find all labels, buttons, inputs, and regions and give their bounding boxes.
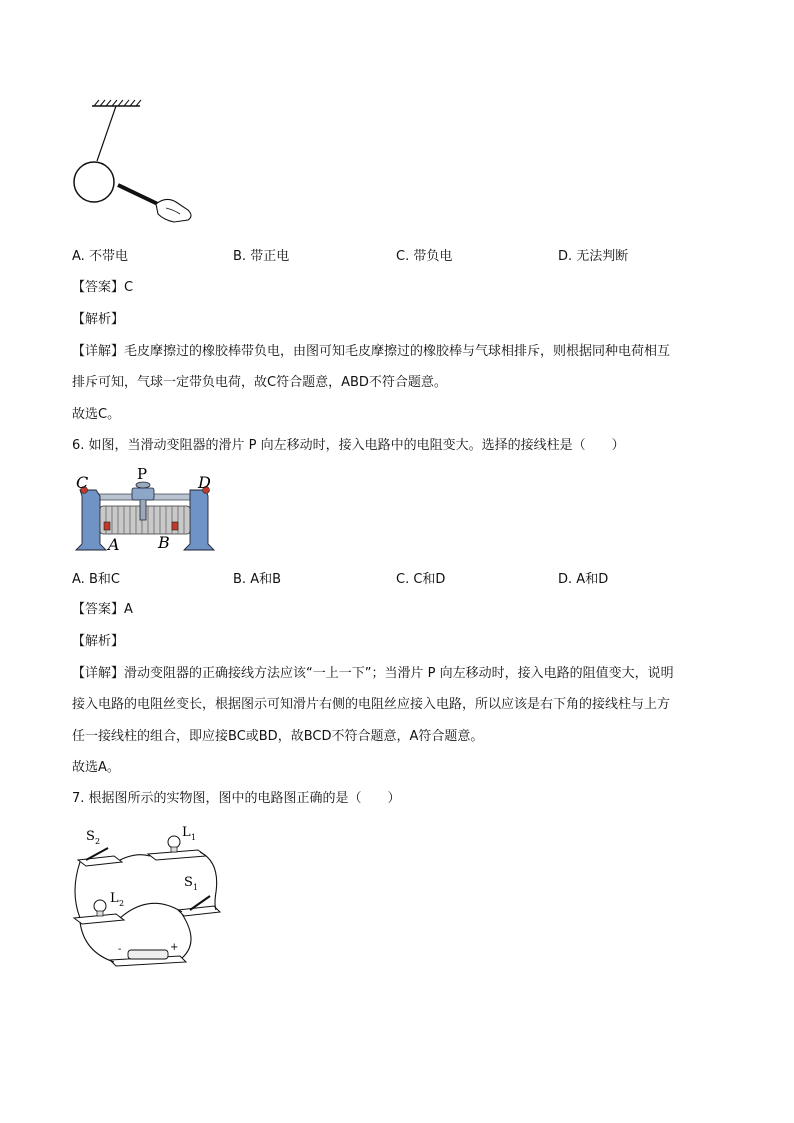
circuit-label-l2-sub: 2 xyxy=(119,899,125,908)
q7-stem: 7. 根据图所示的实物图，图中的电路图正确的是（ ） xyxy=(72,791,401,806)
q5-analysis-label: 【解析】 xyxy=(72,312,125,327)
rheostat-label-a: A xyxy=(108,535,120,554)
rheostat-label-b: B xyxy=(158,533,170,552)
q6-conclusion: 故选A。 xyxy=(72,760,120,775)
circuit-figure xyxy=(70,822,230,970)
q6-option-d: D. A和D xyxy=(558,572,609,587)
q6-option-c: C. C和D xyxy=(396,572,446,587)
q6-stem: 6. 如图，当滑动变阻器的滑片 P 向左移动时，接入电路中的电阻变大。选择的接线柱是（ ） xyxy=(72,438,625,453)
circuit-label-s2-sub: 2 xyxy=(95,837,101,846)
rheostat-label-c: C xyxy=(76,473,89,492)
circuit-label-s2: S xyxy=(86,829,95,844)
rheostat-label-d: D xyxy=(198,473,211,492)
q5-option-a: A. 不带电 xyxy=(72,249,128,264)
q5-option-d: D. 无法判断 xyxy=(558,249,629,264)
q6-detail-line1: 【详解】滑动变阻器的正确接线方法应该“一上一下”；当滑片 P 向左移动时，接入电路的阻值变大，说明 xyxy=(72,666,674,681)
q5-detail-line1: 【详解】毛皮摩擦过的橡胶棒带负电，由图可知毛皮摩擦过的橡胶棒与气球相排斥，则根据同种电荷相互 xyxy=(72,344,671,359)
rheostat-figure xyxy=(70,466,220,558)
circuit-label-l1-sub: 1 xyxy=(191,833,197,842)
circuit-label-l2: L xyxy=(110,891,119,906)
rheostat-label-p: P xyxy=(137,466,148,483)
q5-conclusion: 故选C。 xyxy=(72,407,121,422)
battery-plus-label: + xyxy=(170,942,179,953)
q5-answer: 【答案】C xyxy=(72,280,134,295)
q6-answer: 【答案】A xyxy=(72,602,133,617)
circuit-label-s1: S xyxy=(184,875,193,890)
q5-option-c: C. 带负电 xyxy=(396,249,453,264)
balloon-figure xyxy=(70,98,200,233)
circuit-label-s1-sub: 1 xyxy=(193,883,199,892)
battery-minus-label: - xyxy=(118,944,122,955)
q6-option-a: A. B和C xyxy=(72,572,120,587)
q6-analysis-label: 【解析】 xyxy=(72,634,125,649)
q5-detail-line2: 排斥可知，气球一定带负电荷，故C符合题意，ABD不符合题意。 xyxy=(72,375,447,390)
q6-detail-line3: 任一接线柱的组合，即应接BC或BD，故BCD不符合题意，A符合题意。 xyxy=(72,729,484,744)
q5-option-b: B. 带正电 xyxy=(233,249,290,264)
circuit-label-l1: L xyxy=(182,825,191,840)
q6-option-b: B. A和B xyxy=(233,572,282,587)
q6-detail-line2: 接入电路的电阻丝变长，根据图示可知滑片右侧的电阻丝应接入电路，所以应该是右下角的接线柱与上方 xyxy=(72,697,671,712)
